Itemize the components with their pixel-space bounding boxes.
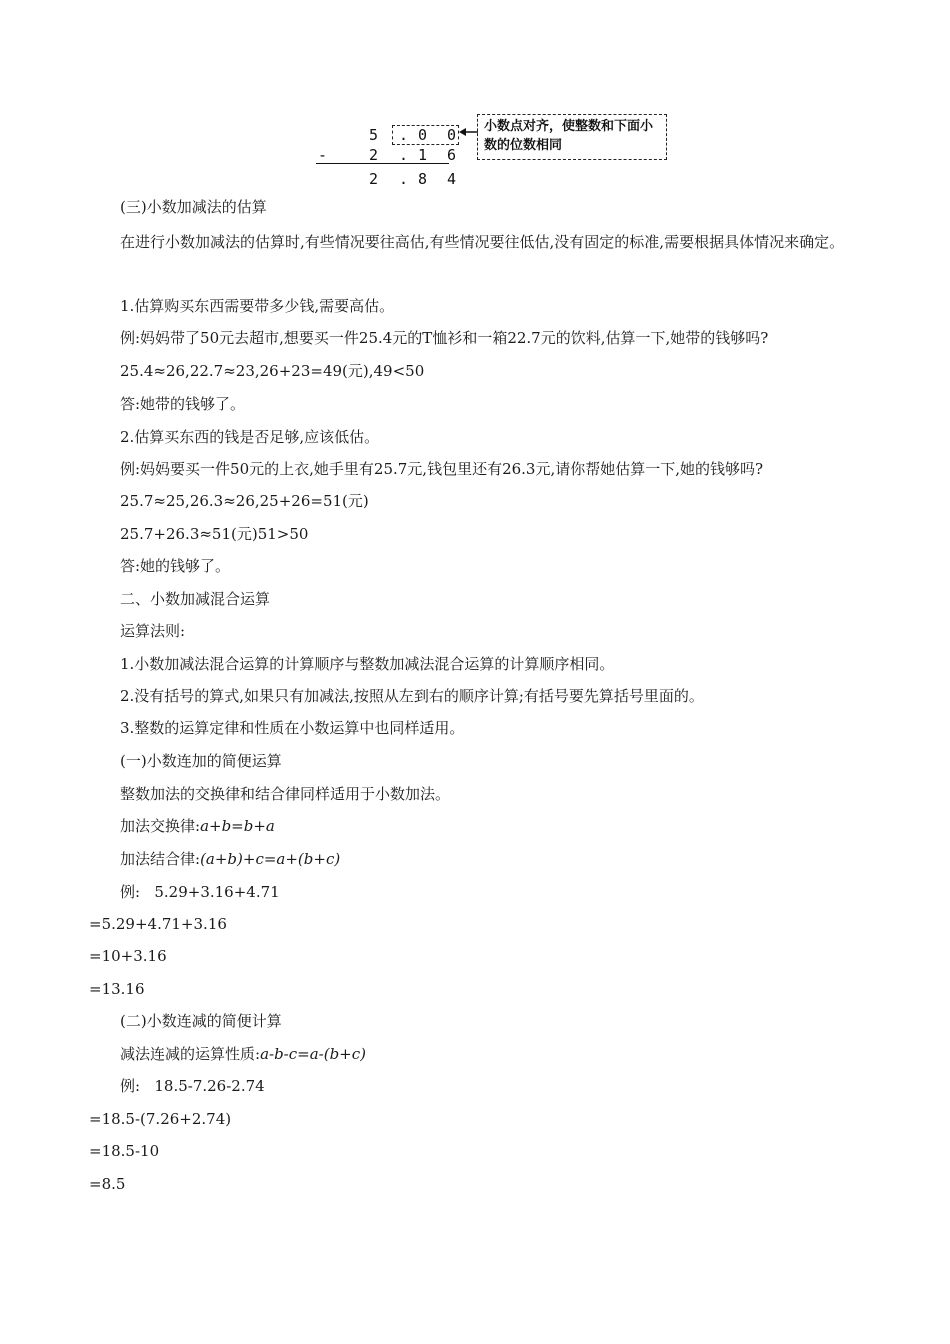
addition-intro: 整数加法的交换律和结合律同样适用于小数加法。 (120, 785, 451, 803)
mixed-rule-1: 1.小数加减法混合运算的计算顺序与整数加减法混合运算的计算顺序相同。 (120, 655, 615, 673)
subtrahend-digit: 6 (447, 146, 457, 164)
commutative-law (120, 816, 275, 836)
section-title-mixed: 二、小数加减混合运算 (120, 590, 271, 608)
vertical-subtraction (310, 118, 690, 194)
commutative-label: 加法交换律: (120, 817, 201, 835)
subtraction-step-1: =18.5-(7.26+2.74) (89, 1110, 232, 1128)
subtrahend-digit: 2 (369, 146, 379, 164)
subtrahend-digit: 1 (418, 146, 428, 164)
addition-step-3: =13.16 (89, 980, 145, 998)
section-title-addition: (一)小数连加的简便运算 (120, 752, 282, 770)
subtraction-label: 减法连减的运算性质: (120, 1045, 261, 1063)
example-2-calc-1: 25.7≈25,26.3≈26,25+26=51(元) (120, 492, 369, 510)
associative-law (120, 849, 340, 869)
mixed-rule-2: 2.没有括号的算式,如果只有加减法,按照从左到右的顺序计算;有括号要先算括号里面的。 (120, 687, 704, 705)
addition-step-2: =10+3.16 (89, 947, 167, 965)
subtraction-step-3: =8.5 (89, 1175, 126, 1193)
associative-label: 加法结合律: (120, 850, 201, 868)
minuend-digit: 5 (369, 126, 379, 144)
section-title-subtraction: (二)小数连减的简便计算 (120, 1012, 282, 1030)
arrow-left-icon (459, 126, 479, 138)
rule-underestimate: 2.估算买东西的钱是否足够,应该低估。 (120, 428, 380, 446)
addition-step-1: =5.29+4.71+3.16 (89, 915, 227, 933)
addition-example: 例: 5.29+3.16+4.71 (120, 883, 280, 901)
result-point: . (399, 170, 409, 188)
estimation-intro: 在进行小数加减法的估算时,有些情况要往高估,有些情况要往低估,没有固定的标准,需要根据具体情况来确定。 (120, 233, 845, 251)
calc-divider (316, 163, 449, 164)
subtraction-example: 例: 18.5-7.26-2.74 (120, 1077, 265, 1095)
example-2-question: 例:妈妈要买一件50元的上衣,她手里有25.7元,钱包里还有26.3元,请你帮她估算一下,她的钱够吗? (120, 460, 764, 478)
alignment-note: 小数点对齐，使整数和下面小数的位数相同 (477, 114, 667, 160)
subtraction-step-2: =18.5-10 (89, 1142, 160, 1160)
section-title-estimation: (三)小数加减法的估算 (120, 198, 267, 216)
result-digit: 8 (418, 170, 428, 188)
subtraction-formula: a-b-c=a-(b+c) (260, 1045, 366, 1063)
example-2-answer: 答:她的钱够了。 (120, 557, 231, 575)
example-1-calc: 25.4≈26,22.7≈23,26+23=49(元),49<50 (120, 362, 425, 380)
result-digit: 2 (369, 170, 379, 188)
subtraction-property (120, 1044, 366, 1064)
minus-sign: - (318, 146, 328, 164)
associative-formula: (a+b)+c=a+(b+c) (200, 850, 341, 868)
commutative-formula: a+b=b+a (200, 817, 275, 835)
mixed-rule-3: 3.整数的运算定律和性质在小数运算中也同样适用。 (120, 719, 465, 737)
rules-title: 运算法则: (120, 622, 186, 640)
rule-overestimate: 1.估算购买东西需要带多少钱,需要高估。 (120, 297, 395, 315)
padded-zeros-box (392, 125, 459, 145)
subtrahend-point: . (399, 146, 409, 164)
minuend-digit: 0 (447, 126, 457, 144)
example-2-calc-2: 25.7+26.3≈51(元)51>50 (120, 525, 309, 543)
result-digit: 4 (447, 170, 457, 188)
example-1-question: 例:妈妈带了50元去超市,想要买一件25.4元的T恤衫和一箱22.7元的饮料,估算一下,她带的钱够吗? (120, 329, 769, 347)
minuend-point: . (399, 126, 409, 144)
example-1-answer: 答:她带的钱够了。 (120, 395, 246, 413)
minuend-digit: 0 (418, 126, 428, 144)
